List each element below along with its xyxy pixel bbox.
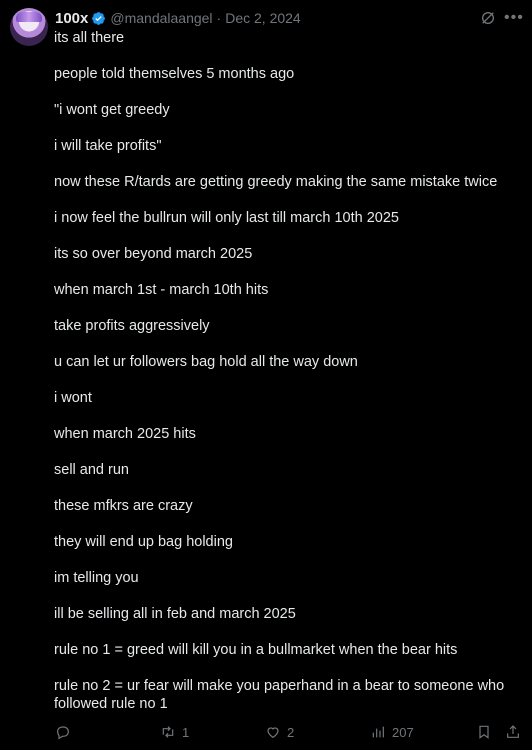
repost-count: 1 [182, 724, 190, 740]
tweet-line: "i wont get greedy [54, 102, 170, 118]
tweet-line: they will end up bag holding [54, 534, 233, 550]
tweet-line: ill be selling all in feb and march 2025 [54, 606, 296, 622]
bookmark-button[interactable] [476, 722, 492, 742]
views-icon [370, 724, 386, 740]
bookmark-icon [476, 724, 492, 740]
like-count: 2 [287, 724, 295, 740]
tweet-line: rule no 2 = ur fear will make you paperhand in a bear to someone who followed rule no 1 [54, 678, 505, 712]
share-button[interactable] [505, 722, 521, 742]
reply-button[interactable] [55, 722, 77, 742]
tweet-line: i now feel the bullrun will only last till march 10th 2025 [54, 210, 399, 226]
views-button[interactable] [370, 722, 414, 742]
tweet-line: sell and run [54, 462, 129, 478]
tweet-line: people told themselves 5 months ago [54, 66, 295, 82]
timestamp[interactable]: Dec 2, 2024 [225, 10, 301, 26]
repost-button[interactable] [160, 722, 189, 742]
views-count: 207 [392, 724, 414, 740]
display-name[interactable]: 100x [55, 9, 89, 27]
tweet-line: u can let ur followers bag hold all the way down [54, 354, 358, 370]
action-bar [0, 722, 532, 744]
tweet-line: these mfkrs are crazy [54, 498, 193, 514]
tweet-line: i will take profits" [54, 138, 162, 154]
like-button[interactable] [265, 722, 294, 742]
more-icon[interactable]: ••• [504, 9, 524, 26]
tweet-line: im telling you [54, 570, 139, 586]
tweet-line: its all there [54, 30, 125, 46]
tweet-header [55, 9, 301, 27]
repost-icon [160, 724, 176, 740]
tweet-line: rule no 1 = greed will kill you in a bullmarket when the bear hits [54, 642, 458, 658]
tweet-line: now these R/tards are getting greedy making the same mistake twice [54, 174, 498, 190]
avatar[interactable] [10, 8, 48, 46]
verified-badge-icon [91, 11, 106, 26]
reply-icon [55, 724, 71, 740]
grok-icon[interactable] [480, 10, 496, 26]
separator: · [216, 10, 222, 26]
like-icon [265, 724, 281, 740]
tweet-line: when march 2025 hits [54, 426, 196, 442]
share-icon [505, 724, 521, 740]
tweet-line: i wont [54, 390, 92, 406]
tweet-line: its so over beyond march 2025 [54, 246, 253, 262]
handle[interactable]: @mandalaangel [110, 10, 213, 26]
tweet-text [54, 29, 524, 713]
tweet-line: take profits aggressively [54, 318, 210, 334]
tweet-line: when march 1st - march 10th hits [54, 282, 269, 298]
